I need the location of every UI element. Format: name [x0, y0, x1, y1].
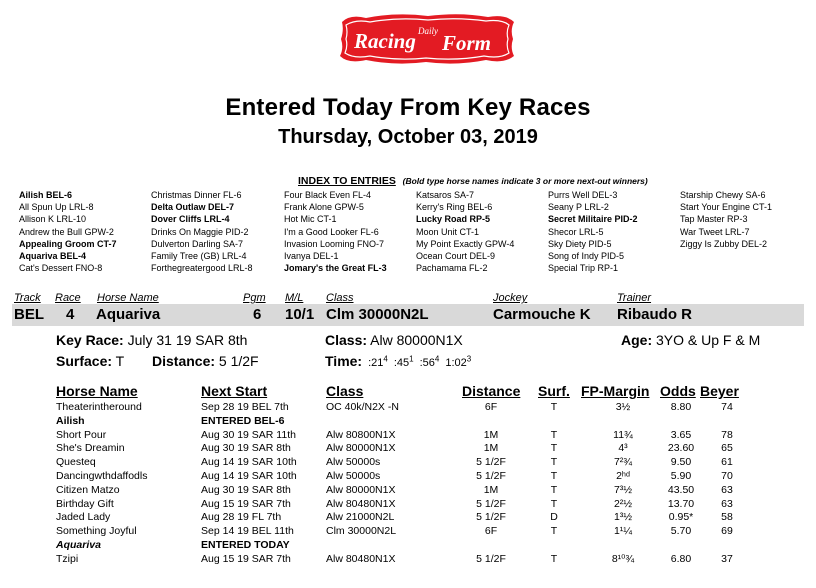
index-entry: I'm a Good Looker FL-6: [284, 226, 379, 237]
cell-odds: 43.50: [667, 483, 695, 496]
index-entry: Ziggy Is Zubby DEL-2: [680, 238, 768, 249]
cell-fp: 7²¾: [613, 456, 633, 469]
cell-odds: 13.70: [667, 497, 695, 510]
index-entry: Appealing Groom CT-7: [19, 238, 117, 249]
distance-label: Distance:: [152, 353, 216, 369]
table-row: [0, 442, 816, 456]
cell-surface: D: [550, 511, 558, 524]
key-race-time: [325, 353, 471, 369]
svg-text:Form: Form: [442, 31, 492, 55]
cell-surface: T: [550, 552, 558, 565]
cell-name: She's Dreamin: [56, 442, 125, 455]
col-odds: Odds: [660, 383, 696, 399]
table-row: [0, 470, 816, 484]
cell-name: Theaterintheround: [56, 401, 142, 413]
cell-beyer: 70: [721, 469, 733, 482]
cell-fp: 11¾: [613, 428, 633, 441]
time-label: Time:: [325, 353, 363, 369]
index-entry: Dover Cliffs LRL-4: [151, 214, 230, 225]
cell-name: Something Joyful: [56, 525, 137, 538]
cell-name: Tzipi: [56, 552, 79, 565]
label-class: Class: [326, 292, 354, 304]
index-column: [680, 189, 772, 250]
cell-name: Questeq: [56, 456, 96, 469]
cell-class: Alw 50000s: [326, 456, 381, 469]
cell-surface: T: [550, 469, 558, 482]
page-title: Entered Today From Key Races: [225, 94, 591, 121]
cell-next: ENTERED BEL-6: [201, 414, 285, 427]
cell-odds: 5.90: [670, 469, 692, 482]
cell-next: Aug 30 19 SAR 8th: [201, 442, 291, 455]
cell-next: Aug 30 19 SAR 11th: [201, 428, 296, 441]
cell-class: Alw 80000N1X: [326, 442, 396, 455]
cell-beyer: 74: [721, 401, 733, 413]
index-title: INDEX TO ENTRIES: [298, 175, 396, 187]
entry-jockey: Carmouche K: [493, 306, 591, 323]
page-date: Thursday, October 03, 2019: [278, 126, 538, 148]
distance-value: 5 1/2F: [218, 353, 259, 369]
cell-name: Ailish: [56, 414, 85, 427]
index-column: [284, 189, 387, 274]
cell-fp: 7³½: [613, 483, 633, 496]
index-entry: Tap Master RP-3: [680, 214, 748, 225]
cell-next: Aug 28 19 FL 7th: [201, 511, 282, 524]
cell-distance: 5 1/2F: [476, 511, 506, 524]
index-entry: Lucky Road RP-5: [416, 214, 491, 225]
index-column: [548, 189, 638, 274]
cell-distance: 1M: [483, 483, 499, 496]
cell-name: Citizen Matzo: [56, 483, 120, 496]
cell-beyer: 78: [721, 428, 733, 441]
cell-class: OC 40k/N2X -N: [326, 401, 399, 413]
cell-name: Jaded Lady: [56, 511, 111, 524]
index-entry: Invasion Looming FNO-7: [284, 238, 385, 249]
index-entry: Family Tree (GB) LRL-4: [151, 250, 247, 261]
cell-next: Sep 14 19 BEL 11th: [201, 525, 294, 538]
entry-horse: Aquariva: [96, 306, 161, 323]
label-horse-name: Horse Name: [97, 292, 159, 304]
label-ml: M/L: [285, 292, 304, 304]
cell-name: Aquariva: [56, 538, 101, 551]
entry-ml: 10/1: [285, 306, 315, 323]
cell-distance: 5 1/2F: [476, 497, 506, 510]
index-column: [151, 189, 253, 274]
entry-trainer: Ribaudo R: [617, 306, 692, 323]
cell-name: Birthday Gift: [56, 497, 114, 510]
cell-fp: 1¹¼: [613, 525, 633, 538]
index-entry: Pachamama FL-2: [416, 263, 488, 274]
cell-class: Alw 80000N1X: [326, 483, 396, 496]
split-time: $:21^4$: [368, 354, 388, 369]
cell-odds: 5.70: [670, 525, 692, 538]
cell-fp: 8¹⁰¾: [611, 552, 635, 565]
table-row: [0, 525, 816, 539]
col-class: Class: [326, 383, 364, 399]
entry-pgm: 6: [253, 306, 262, 323]
index-entry: Andrew the Bull GPW-2: [19, 226, 114, 237]
cell-class: Alw 50000s: [326, 469, 381, 482]
cell-distance: 1M: [483, 428, 499, 441]
cell-surface: T: [550, 401, 558, 413]
cell-next: Aug 15 19 SAR 7th: [201, 497, 291, 510]
key-race-label: Key Race:: [56, 332, 124, 348]
cell-fp: 2²½: [613, 497, 633, 510]
index-entry: Hot Mic CT-1: [284, 214, 337, 225]
table-row: [0, 429, 816, 443]
surface-value: T: [115, 353, 125, 369]
cell-distance: 6F: [484, 525, 498, 538]
cell-class: Alw 80480N1X: [326, 497, 396, 510]
cell-beyer: 69: [721, 525, 733, 538]
index-entry: Kerry's Ring BEL-6: [416, 202, 493, 213]
table-row: [0, 456, 816, 470]
cell-beyer: 65: [721, 442, 733, 455]
table-row: [0, 553, 816, 567]
index-entry: Special Trip RP-1: [548, 263, 619, 274]
index-entry: Aquariva BEL-4: [19, 250, 87, 261]
col-fp-margin: FP-Margin: [581, 383, 650, 399]
index-entry: All Spun Up LRL-8: [19, 202, 94, 213]
results-table: [0, 401, 816, 567]
index-entry: Dulverton Darling SA-7: [151, 238, 244, 249]
class-label: Class:: [325, 332, 368, 348]
cell-odds: 8.80: [670, 401, 692, 413]
col-horse-name: Horse Name: [56, 383, 138, 399]
cell-beyer: 63: [721, 483, 733, 496]
index-entry: Frank Alone GPW-5: [284, 202, 364, 213]
index-heading: [298, 175, 648, 187]
label-trainer: Trainer: [617, 292, 652, 304]
index-entry: My Point Exactly GPW-4: [416, 238, 515, 249]
cell-class: Alw 80480N1X: [326, 552, 396, 565]
cell-next: Aug 14 19 SAR 10th: [201, 469, 297, 482]
index-entry: Ocean Court DEL-9: [416, 250, 496, 261]
index-entry: War Tweet LRL-7: [680, 226, 750, 237]
index-entry: Moon Unit CT-1: [416, 226, 480, 237]
cell-odds: 23.60: [667, 442, 695, 455]
cell-odds: 6.80: [670, 552, 692, 565]
racing-form-logo: [336, 12, 518, 66]
label-jockey: Jockey: [493, 292, 528, 304]
cell-next: Aug 14 19 SAR 10th: [201, 456, 297, 469]
cell-odds: 0.95*: [668, 511, 694, 524]
cell-next: Sep 28 19 BEL 7th: [201, 401, 289, 413]
index-entry: Jomary's the Great FL-3: [284, 263, 387, 274]
cell-beyer: 61: [721, 456, 733, 469]
cell-fp: 3½: [615, 401, 631, 413]
index-note: (Bold type horse names indicate 3 or more next-out winners): [402, 176, 648, 186]
index-entry: Delta Outlaw DEL-7: [151, 202, 235, 213]
cell-surface: T: [550, 456, 558, 469]
entry-header-labels: [0, 292, 816, 304]
class-value: Alw 80000N1X: [370, 332, 463, 348]
cell-surface: T: [550, 497, 558, 510]
key-race-age: [621, 332, 760, 348]
index-entry: Purrs Well DEL-3: [548, 190, 618, 200]
index-entry: Song of Indy PID-5: [548, 250, 625, 261]
cell-fp: 1³½: [613, 511, 633, 524]
cell-fp: 4³: [618, 442, 628, 455]
table-row: [0, 415, 816, 429]
entry-race: 4: [66, 306, 75, 323]
key-race-value: July 31 19 SAR 8th: [127, 332, 248, 348]
index-entry: Drinks On Maggie PID-2: [151, 226, 249, 237]
index-entry: Shecor LRL-5: [548, 226, 604, 237]
entry-track: BEL: [14, 306, 44, 323]
index-entry: Katsaros SA-7: [416, 190, 475, 200]
index-entry: Starship Chewy SA-6: [680, 190, 766, 200]
cell-beyer: 58: [721, 511, 733, 524]
split-time: $:56^4$: [419, 354, 440, 369]
cell-surface: T: [550, 525, 558, 538]
table-row: [0, 484, 816, 498]
index-entry: Allison K LRL-10: [19, 214, 87, 225]
cell-surface: T: [550, 442, 558, 455]
split-time: $1:02^3$: [445, 354, 472, 369]
key-race-class: [325, 332, 463, 348]
col-distance: Distance: [462, 383, 521, 399]
index-entry: Sky Diety PID-5: [548, 238, 612, 249]
cell-distance: 6F: [484, 401, 498, 413]
label-track: Track: [14, 292, 41, 304]
cell-distance: 5 1/2F: [476, 469, 506, 482]
index-column: [416, 189, 514, 274]
cell-distance: 1M: [483, 442, 499, 455]
key-race-surface: [56, 353, 124, 369]
table-row: [0, 539, 816, 553]
cell-distance: 5 1/2F: [476, 456, 506, 469]
surface-label: Surface:: [56, 353, 113, 369]
age-value: 3YO & Up F & M: [656, 332, 761, 348]
index-entry: Seany P LRL-2: [548, 202, 609, 213]
cell-odds: 3.65: [670, 428, 692, 441]
cell-odds: 9.50: [670, 456, 692, 469]
table-row: [0, 498, 816, 512]
col-surface: Surf.: [538, 383, 570, 399]
cell-surface: T: [550, 428, 558, 441]
cell-next: Aug 30 19 SAR 8th: [201, 483, 291, 496]
entry-class: Clm 30000N2L: [326, 306, 429, 323]
index-entry: Christmas Dinner FL-6: [151, 190, 242, 200]
index-entry: Secret Militaire PID-2: [548, 214, 638, 225]
cell-next: Aug 15 19 SAR 7th: [201, 552, 291, 565]
table-row: [0, 511, 816, 525]
col-next-start: Next Start: [201, 383, 268, 399]
cell-distance: 5 1/2F: [476, 552, 506, 565]
cell-beyer: 37: [721, 552, 733, 565]
cell-class: Alw 80800N1X: [326, 428, 396, 441]
index-entry: Four Black Even FL-4: [284, 190, 372, 200]
cell-surface: T: [550, 483, 558, 496]
index-entry: Ailish BEL-6: [19, 190, 73, 200]
index-entry: Forthegreatergood LRL-8: [151, 263, 253, 274]
index-entry: Cat's Dessert FNO-8: [19, 263, 103, 274]
split-time: $:45^1$: [393, 354, 414, 369]
index-entry: Ivanya DEL-1: [284, 250, 339, 261]
cell-class: Clm 30000N2L: [326, 525, 397, 538]
label-race: Race: [55, 292, 81, 304]
entry-bar: [12, 304, 804, 326]
cell-beyer: 63: [721, 497, 733, 510]
cell-next: ENTERED TODAY: [201, 538, 290, 551]
svg-text:Daily: Daily: [418, 26, 438, 36]
index-column: [19, 189, 117, 274]
table-row: [0, 401, 816, 415]
svg-text:Racing: Racing: [354, 29, 416, 53]
col-beyer: Beyer: [700, 383, 739, 399]
cell-fp: 2ʰᵈ: [616, 469, 630, 482]
age-label: Age:: [621, 332, 653, 348]
key-race-distance: [152, 353, 259, 369]
label-pgm: Pgm: [243, 292, 266, 304]
cell-name: Short Pour: [56, 428, 107, 441]
key-race: [56, 332, 247, 348]
index-entry: Start Your Engine CT-1: [680, 202, 773, 213]
cell-class: Alw 21000N2L: [326, 511, 395, 524]
cell-name: Dancingwthdaffodls: [56, 469, 148, 482]
